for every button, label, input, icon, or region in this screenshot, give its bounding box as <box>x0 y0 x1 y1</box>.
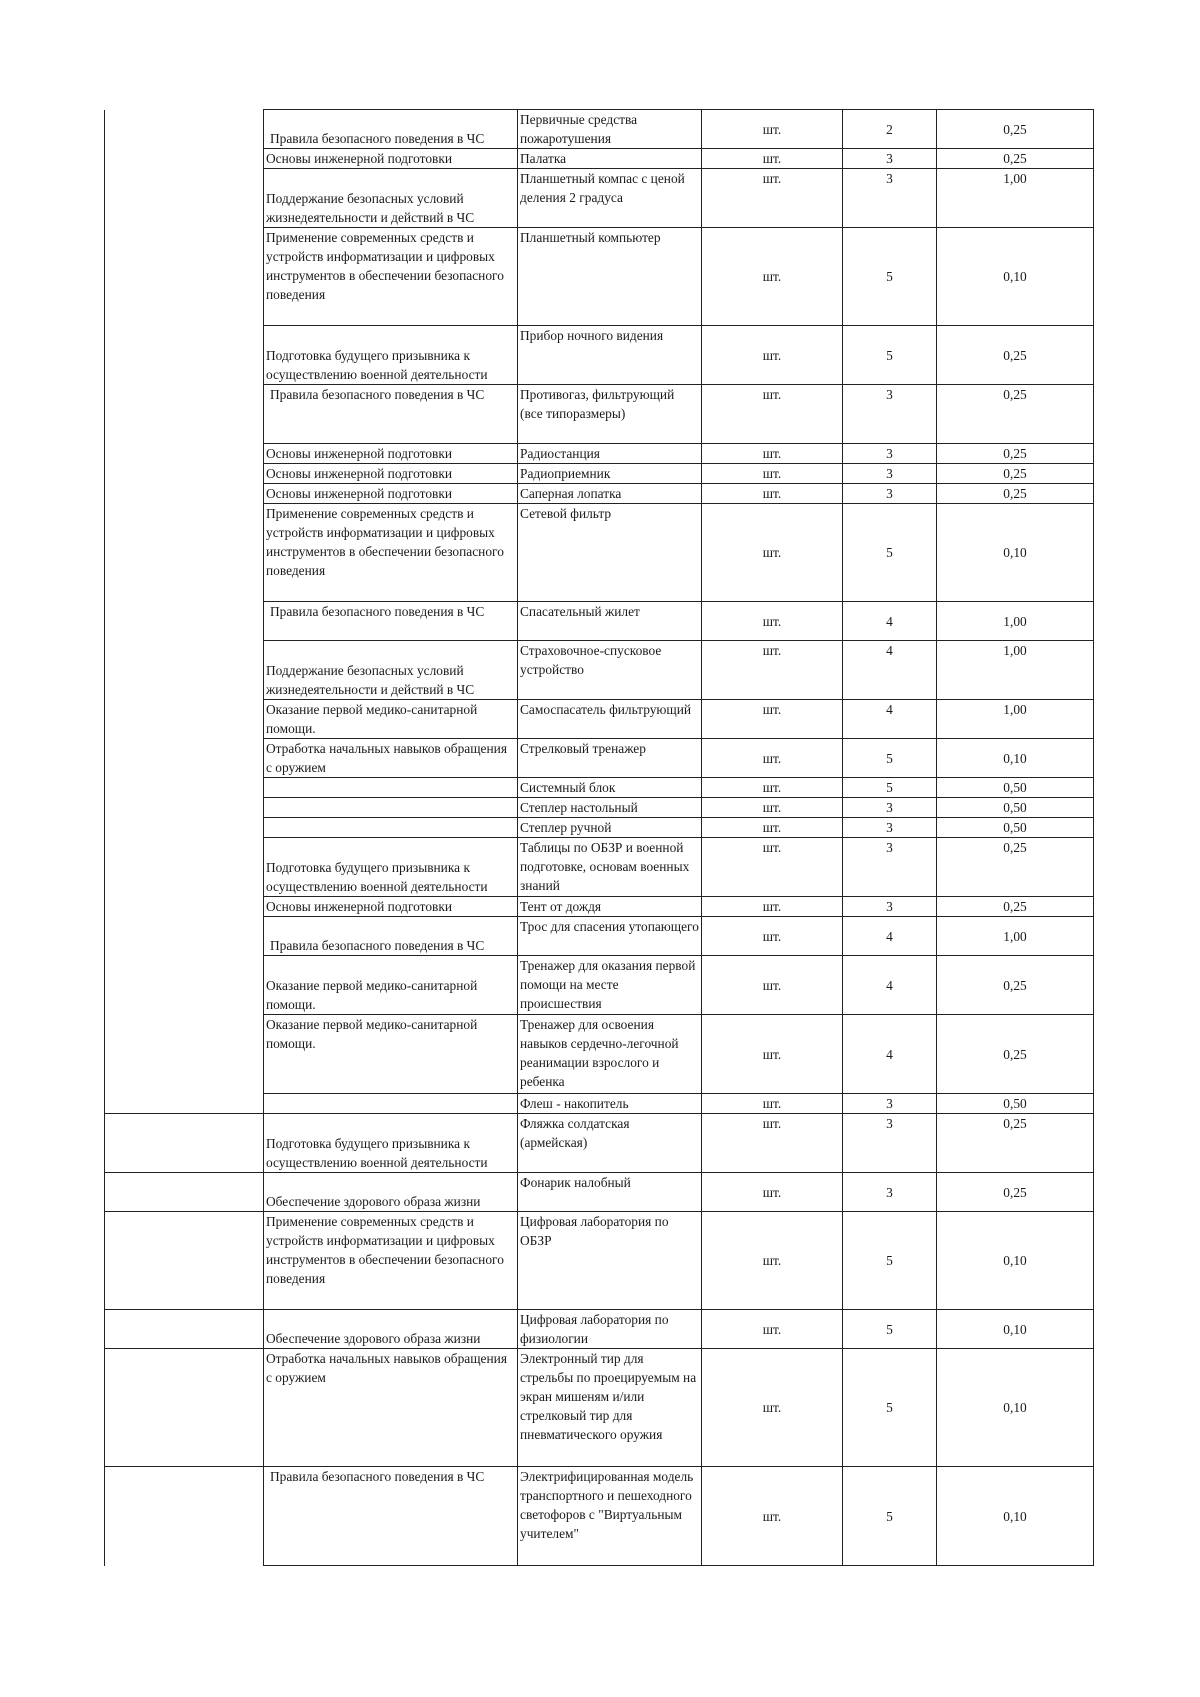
table-row <box>105 169 1094 228</box>
item-cell: Стрелковый тренажер <box>518 739 702 778</box>
norm-cell <box>937 228 1094 326</box>
qty-cell <box>843 838 937 897</box>
item-cell: Электрифицированная модель транспортного и пешеходного светофоров с "Виртуальным учителем" <box>518 1467 702 1566</box>
unit-value: шт. <box>762 643 782 658</box>
qty-cell <box>843 464 937 484</box>
unit-value: шт. <box>762 151 782 166</box>
table-row <box>105 798 1094 818</box>
qty-cell <box>843 504 937 602</box>
qty-cell <box>843 739 937 778</box>
norm-value: 0,25 <box>1003 1184 1027 1200</box>
unit-value: шт. <box>762 800 782 815</box>
unit-value: шт. <box>762 347 782 363</box>
unit-value: шт. <box>762 466 782 481</box>
item-cell: Спасательный жилет <box>518 602 702 641</box>
table-row <box>105 1094 1094 1114</box>
unit-value: шт. <box>762 1184 782 1200</box>
norm-cell <box>937 798 1094 818</box>
norm-cell <box>937 110 1094 149</box>
table-row <box>105 1173 1094 1212</box>
unit-cell <box>702 1349 843 1467</box>
section-cell <box>105 1114 264 1173</box>
norm-value: 0,25 <box>1003 1046 1027 1062</box>
unit-cell <box>702 838 843 897</box>
qty-value: 5 <box>886 780 893 795</box>
unit-cell <box>702 1094 843 1114</box>
unit-value: шт. <box>762 486 782 501</box>
norm-cell <box>937 1173 1094 1212</box>
unit-value: шт. <box>762 780 782 795</box>
norm-value: 0,25 <box>1003 486 1027 501</box>
section-cell <box>105 444 264 464</box>
section-cell <box>105 110 264 149</box>
table-row <box>105 1212 1094 1310</box>
section-cell <box>105 1212 264 1310</box>
norm-cell <box>937 778 1094 798</box>
section-cell <box>105 897 264 917</box>
unit-cell <box>702 484 843 504</box>
qty-value: 3 <box>886 446 893 461</box>
item-cell: Системный блок <box>518 778 702 798</box>
table-row <box>105 504 1094 602</box>
norm-cell <box>937 1310 1094 1349</box>
unit-value: шт. <box>762 387 782 402</box>
unit-value: шт. <box>762 545 782 560</box>
norm-value: 0,10 <box>1003 1400 1027 1415</box>
table-row <box>105 1114 1094 1173</box>
qty-cell <box>843 1114 937 1173</box>
item-cell: Степлер настольный <box>518 798 702 818</box>
section-cell <box>105 798 264 818</box>
qty-value: 4 <box>886 928 893 944</box>
unit-cell <box>702 602 843 641</box>
qty-value: 3 <box>886 1096 893 1111</box>
section-cell <box>105 1310 264 1349</box>
unit-cell <box>702 778 843 798</box>
unit-cell <box>702 228 843 326</box>
qty-cell <box>843 778 937 798</box>
norm-value: 0,25 <box>1003 347 1027 363</box>
norm-cell <box>937 700 1094 739</box>
section-cell <box>105 1094 264 1114</box>
topic-cell: Правила безопасного поведения в ЧС <box>264 917 518 956</box>
qty-cell <box>843 956 937 1015</box>
norm-value: 0,50 <box>1003 800 1027 815</box>
item-cell: Первичные средства пожаротушения <box>518 110 702 149</box>
section-cell <box>105 641 264 700</box>
qty-value: 5 <box>886 1253 893 1268</box>
norm-value: 0,25 <box>1003 466 1027 481</box>
unit-value: шт. <box>762 446 782 461</box>
qty-value: 4 <box>886 643 893 658</box>
topic-cell: Оказание первой медико-санитарной помощи. <box>264 700 518 739</box>
section-cell <box>105 1467 264 1566</box>
qty-value: 3 <box>886 899 893 914</box>
topic-cell: Правила безопасного поведения в ЧС <box>264 1467 518 1566</box>
unit-cell <box>702 818 843 838</box>
norm-value: 0,25 <box>1003 121 1027 137</box>
qty-value: 4 <box>886 977 893 993</box>
qty-value: 2 <box>886 121 893 137</box>
norm-cell <box>937 1094 1094 1114</box>
norm-cell <box>937 1467 1094 1566</box>
norm-value: 0,10 <box>1003 269 1027 284</box>
qty-cell <box>843 917 937 956</box>
item-cell: Прибор ночного видения <box>518 326 702 385</box>
unit-value: шт. <box>762 1253 782 1268</box>
table-row <box>105 464 1094 484</box>
equipment-table-body <box>105 110 1094 1566</box>
topic-cell: Основы инженерной подготовки <box>264 484 518 504</box>
unit-cell <box>702 1310 843 1349</box>
qty-value: 5 <box>886 269 893 284</box>
topic-cell: Поддержание безопасных условий жизнедеятельности и действий в ЧС <box>264 641 518 700</box>
norm-cell <box>937 838 1094 897</box>
unit-value: шт. <box>762 899 782 914</box>
unit-cell <box>702 1015 843 1094</box>
unit-value: шт. <box>762 269 782 284</box>
norm-value: 0,10 <box>1003 1253 1027 1268</box>
norm-cell <box>937 149 1094 169</box>
qty-value: 3 <box>886 486 893 501</box>
norm-cell <box>937 1212 1094 1310</box>
qty-cell <box>843 385 937 444</box>
topic-cell: Поддержание безопасных условий жизнедеятельности и действий в ЧС <box>264 169 518 228</box>
unit-cell <box>702 1114 843 1173</box>
norm-cell <box>937 956 1094 1015</box>
norm-value: 0,50 <box>1003 780 1027 795</box>
unit-cell <box>702 1212 843 1310</box>
norm-value: 0,25 <box>1003 840 1027 855</box>
table-row <box>105 956 1094 1015</box>
norm-value: 0,10 <box>1003 545 1027 560</box>
qty-value: 3 <box>886 466 893 481</box>
qty-value: 5 <box>886 545 893 560</box>
section-cell <box>105 504 264 602</box>
topic-cell: Применение современных средств и устройств информатизации и цифровых инструментов в обеспечении безопасного поведения <box>264 504 518 602</box>
norm-cell <box>937 818 1094 838</box>
topic-cell: Отработка начальных навыков обращения с оружием <box>264 739 518 778</box>
norm-value: 0,25 <box>1003 151 1027 166</box>
qty-cell <box>843 1015 937 1094</box>
table-row <box>105 326 1094 385</box>
topic-cell: Основы инженерной подготовки <box>264 444 518 464</box>
qty-cell <box>843 818 937 838</box>
norm-value: 0,10 <box>1003 1321 1027 1337</box>
norm-value: 0,25 <box>1003 446 1027 461</box>
qty-value: 5 <box>886 347 893 363</box>
norm-cell <box>937 326 1094 385</box>
item-cell: Страховочное-спусковое устройство <box>518 641 702 700</box>
table-row <box>105 778 1094 798</box>
norm-value: 0,10 <box>1003 750 1027 766</box>
item-cell: Самоспасатель фильтрующий <box>518 700 702 739</box>
unit-value: шт. <box>762 171 782 186</box>
norm-value: 1,00 <box>1003 643 1027 658</box>
norm-value: 0,10 <box>1003 1508 1027 1524</box>
unit-value: шт. <box>762 1046 782 1062</box>
qty-value: 3 <box>886 820 893 835</box>
unit-cell <box>702 385 843 444</box>
qty-value: 3 <box>886 840 893 855</box>
qty-value: 5 <box>886 750 893 766</box>
topic-cell <box>264 798 518 818</box>
topic-cell: Обеспечение здорового образа жизни <box>264 1310 518 1349</box>
unit-cell <box>702 700 843 739</box>
table-row <box>105 110 1094 149</box>
norm-value: 1,00 <box>1003 928 1027 944</box>
section-cell <box>105 838 264 897</box>
topic-cell: Подготовка будущего призывника к осуществлению военной деятельности <box>264 1114 518 1173</box>
unit-cell <box>702 641 843 700</box>
table-row <box>105 385 1094 444</box>
item-cell: Тренажер для оказания первой помощи на месте происшествия <box>518 956 702 1015</box>
unit-cell <box>702 1173 843 1212</box>
table-row <box>105 1310 1094 1349</box>
unit-cell <box>702 444 843 464</box>
table-row <box>105 739 1094 778</box>
item-cell: Тренажер для освоения навыков сердечно-легочной реанимации взрослого и ребенка <box>518 1015 702 1094</box>
qty-cell <box>843 326 937 385</box>
item-cell: Трос для спасения утопающего <box>518 917 702 956</box>
topic-cell: Правила безопасного поведения в ЧС <box>264 602 518 641</box>
section-cell <box>105 484 264 504</box>
unit-value: шт. <box>762 977 782 993</box>
section-cell <box>105 169 264 228</box>
section-cell <box>105 1015 264 1094</box>
qty-cell <box>843 444 937 464</box>
qty-value: 3 <box>886 1184 893 1200</box>
item-cell: Электронный тир для стрельбы по проецируемым на экран мишеням и/или стрелковый тир для пневматического оружия <box>518 1349 702 1467</box>
topic-cell: Основы инженерной подготовки <box>264 464 518 484</box>
item-cell: Радиостанция <box>518 444 702 464</box>
table-row <box>105 818 1094 838</box>
section-cell <box>105 464 264 484</box>
table-row <box>105 228 1094 326</box>
unit-cell <box>702 917 843 956</box>
unit-cell <box>702 326 843 385</box>
qty-value: 5 <box>886 1400 893 1415</box>
section-cell <box>105 700 264 739</box>
item-cell: Палатка <box>518 149 702 169</box>
unit-cell <box>702 739 843 778</box>
qty-value: 4 <box>886 1046 893 1062</box>
norm-value: 1,00 <box>1003 613 1027 629</box>
qty-value: 5 <box>886 1321 893 1337</box>
unit-value: шт. <box>762 1508 782 1524</box>
topic-cell: Оказание первой медико-санитарной помощи. <box>264 956 518 1015</box>
qty-cell <box>843 897 937 917</box>
qty-value: 3 <box>886 800 893 815</box>
section-cell <box>105 1349 264 1467</box>
qty-cell <box>843 1212 937 1310</box>
section-cell <box>105 818 264 838</box>
section-cell <box>105 956 264 1015</box>
item-cell: Противогаз, фильтрующий (все типоразмеры) <box>518 385 702 444</box>
norm-value: 0,25 <box>1003 387 1027 402</box>
norm-value: 0,50 <box>1003 820 1027 835</box>
item-cell: Сетевой фильтр <box>518 504 702 602</box>
qty-value: 3 <box>886 387 893 402</box>
section-cell <box>105 385 264 444</box>
item-cell: Флеш - накопитель <box>518 1094 702 1114</box>
norm-cell <box>937 385 1094 444</box>
qty-value: 3 <box>886 151 893 166</box>
qty-cell <box>843 700 937 739</box>
qty-cell <box>843 798 937 818</box>
unit-cell <box>702 956 843 1015</box>
topic-cell <box>264 818 518 838</box>
topic-cell: Правила безопасного поведения в ЧС <box>264 110 518 149</box>
section-cell <box>105 739 264 778</box>
topic-cell: Основы инженерной подготовки <box>264 149 518 169</box>
norm-cell <box>937 917 1094 956</box>
norm-cell <box>937 641 1094 700</box>
qty-cell <box>843 1094 937 1114</box>
section-cell <box>105 778 264 798</box>
unit-value: шт. <box>762 840 782 855</box>
unit-value: шт. <box>762 928 782 944</box>
item-cell: Таблицы по ОБЗР и военной подготовке, основам военных знаний <box>518 838 702 897</box>
norm-cell <box>937 897 1094 917</box>
norm-cell <box>937 1349 1094 1467</box>
norm-value: 0,50 <box>1003 1096 1027 1111</box>
section-cell <box>105 1173 264 1212</box>
table-row <box>105 602 1094 641</box>
qty-value: 5 <box>886 1508 893 1524</box>
unit-cell <box>702 897 843 917</box>
unit-cell <box>702 1467 843 1566</box>
unit-cell <box>702 169 843 228</box>
topic-cell <box>264 778 518 798</box>
topic-cell: Основы инженерной подготовки <box>264 897 518 917</box>
table-row <box>105 897 1094 917</box>
item-cell: Фонарик налобный <box>518 1173 702 1212</box>
qty-cell <box>843 1173 937 1212</box>
item-cell: Радиоприемник <box>518 464 702 484</box>
norm-cell <box>937 739 1094 778</box>
table-row <box>105 1467 1094 1566</box>
norm-value: 0,25 <box>1003 1116 1027 1131</box>
unit-cell <box>702 504 843 602</box>
section-cell <box>105 228 264 326</box>
unit-value: шт. <box>762 820 782 835</box>
table-row <box>105 700 1094 739</box>
norm-cell <box>937 444 1094 464</box>
qty-cell <box>843 484 937 504</box>
table-row <box>105 1015 1094 1094</box>
norm-value: 0,25 <box>1003 977 1027 993</box>
unit-value: шт. <box>762 1116 782 1131</box>
norm-cell <box>937 464 1094 484</box>
norm-cell <box>937 1015 1094 1094</box>
unit-value: шт. <box>762 750 782 766</box>
item-cell: Саперная лопатка <box>518 484 702 504</box>
item-cell: Цифровая лаборатория по физиологии <box>518 1310 702 1349</box>
section-cell <box>105 917 264 956</box>
topic-cell: Правила безопасного поведения в ЧС <box>264 385 518 444</box>
section-cell <box>105 602 264 641</box>
table-row <box>105 444 1094 464</box>
unit-cell <box>702 464 843 484</box>
topic-cell: Применение современных средств и устройств информатизации и цифровых инструментов в обеспечении безопасного поведения <box>264 1212 518 1310</box>
unit-cell <box>702 149 843 169</box>
unit-value: шт. <box>762 1400 782 1415</box>
section-cell <box>105 326 264 385</box>
table-row <box>105 484 1094 504</box>
qty-cell <box>843 1467 937 1566</box>
qty-cell <box>843 1310 937 1349</box>
unit-value: шт. <box>762 702 782 717</box>
qty-value: 4 <box>886 702 893 717</box>
qty-cell <box>843 641 937 700</box>
table-row <box>105 149 1094 169</box>
topic-cell: Применение современных средств и устройств информатизации и цифровых инструментов в обеспечении безопасного поведения <box>264 228 518 326</box>
table-row <box>105 1349 1094 1467</box>
qty-cell <box>843 149 937 169</box>
unit-value: шт. <box>762 613 782 629</box>
item-cell: Степлер ручной <box>518 818 702 838</box>
topic-cell: Подготовка будущего призывника к осуществлению военной деятельности <box>264 838 518 897</box>
norm-value: 1,00 <box>1003 702 1027 717</box>
qty-value: 3 <box>886 171 893 186</box>
topic-cell: Обеспечение здорового образа жизни <box>264 1173 518 1212</box>
topic-cell: Подготовка будущего призывника к осуществлению военной деятельности <box>264 326 518 385</box>
item-cell: Планшетный компас с ценой деления 2 градуса <box>518 169 702 228</box>
norm-value: 0,25 <box>1003 899 1027 914</box>
table-row <box>105 641 1094 700</box>
qty-cell <box>843 1349 937 1467</box>
section-cell <box>105 149 264 169</box>
qty-cell <box>843 228 937 326</box>
norm-cell <box>937 602 1094 641</box>
item-cell: Тент от дождя <box>518 897 702 917</box>
qty-value: 3 <box>886 1116 893 1131</box>
qty-value: 4 <box>886 613 893 629</box>
unit-cell <box>702 798 843 818</box>
norm-value: 1,00 <box>1003 171 1027 186</box>
item-cell: Фляжка солдатская (армейская) <box>518 1114 702 1173</box>
topic-cell <box>264 1094 518 1114</box>
qty-cell <box>843 169 937 228</box>
item-cell: Цифровая лаборатория по ОБЗР <box>518 1212 702 1310</box>
qty-cell <box>843 110 937 149</box>
equipment-table <box>104 109 1094 1566</box>
norm-cell <box>937 169 1094 228</box>
unit-value: шт. <box>762 1096 782 1111</box>
table-row <box>105 838 1094 897</box>
norm-cell <box>937 484 1094 504</box>
norm-cell <box>937 1114 1094 1173</box>
item-cell: Планшетный компьютер <box>518 228 702 326</box>
qty-cell <box>843 602 937 641</box>
topic-cell: Оказание первой медико-санитарной помощи. <box>264 1015 518 1094</box>
unit-cell <box>702 110 843 149</box>
norm-cell <box>937 504 1094 602</box>
topic-cell: Отработка начальных навыков обращения с оружием <box>264 1349 518 1467</box>
unit-value: шт. <box>762 1321 782 1337</box>
table-row <box>105 917 1094 956</box>
unit-value: шт. <box>762 121 782 137</box>
